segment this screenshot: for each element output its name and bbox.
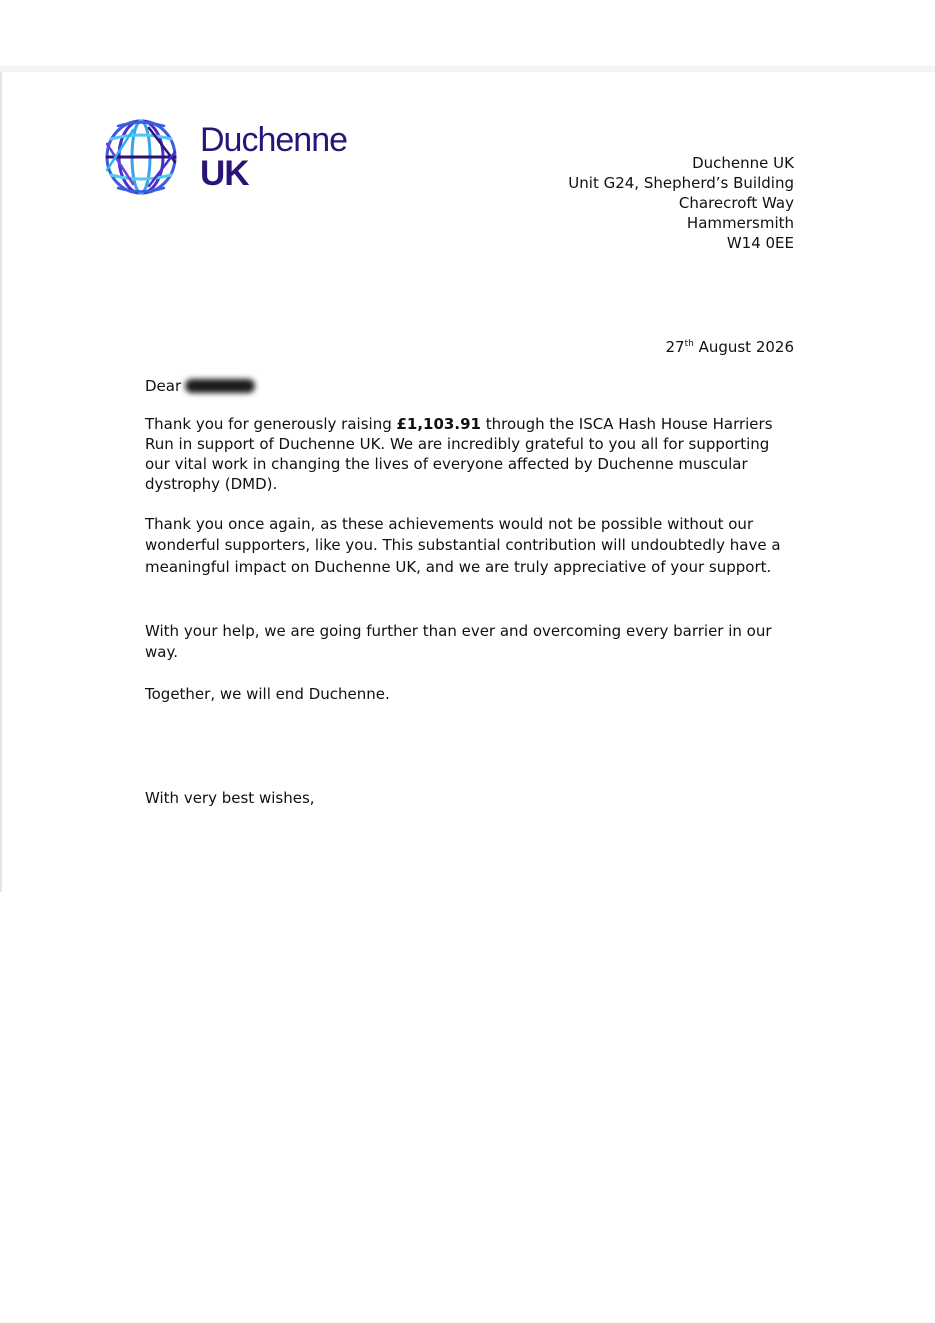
- paragraph-2: Thank you once again, as these achievements would not be possible without our wonderful supporters, like you. This substantial contribution will undoubtedly have a meaningful impact on Duchenne UK, and we are truly appreciative of your support.: [145, 515, 781, 576]
- paragraph-4: Together, we will end Duchenne.: [145, 685, 390, 703]
- logo-wordmark-duchenne: Duchenne: [200, 121, 348, 159]
- salutation-text: Dear: [145, 377, 182, 395]
- duchenne-uk-logo: [103, 114, 373, 204]
- sender-address: [568, 153, 794, 253]
- page-top-margin: [0, 0, 935, 66]
- address-postcode: W14 0EE: [726, 234, 794, 252]
- address-line-1: Unit G24, Shepherd’s Building: [568, 174, 794, 192]
- redacted-name: [185, 379, 255, 393]
- donation-amount: £1,103.91: [396, 415, 481, 433]
- paragraph-1-start: Thank you for generously raising: [145, 415, 397, 433]
- address-line-2: Charecroft Way: [678, 194, 794, 212]
- date-month-year: August 2026: [693, 338, 794, 356]
- paragraph-3: With your help, we are going further than ever and overcoming every barrier in our way.: [145, 622, 772, 662]
- logo-wordmark-uk: UK: [200, 154, 249, 193]
- address-org: Duchenne UK: [692, 154, 794, 172]
- date-suffix: th: [684, 339, 694, 349]
- salutation: [145, 376, 795, 396]
- globe-logo-icon: [103, 114, 179, 200]
- paragraph-1: [145, 414, 795, 494]
- date-day: 27: [665, 338, 685, 356]
- letter-date: [665, 337, 794, 357]
- paragraph-1-end: through the ISCA Hash House Harriers Run in support of Duchenne UK. We are incredibly grateful to you all for supporting our vital work in changing the lives of everyone affected by Duchenne muscular dystrophy (DMD).: [145, 415, 773, 493]
- sign-off: With very best wishes,: [145, 789, 315, 807]
- address-line-3: Hammersmith: [686, 214, 794, 232]
